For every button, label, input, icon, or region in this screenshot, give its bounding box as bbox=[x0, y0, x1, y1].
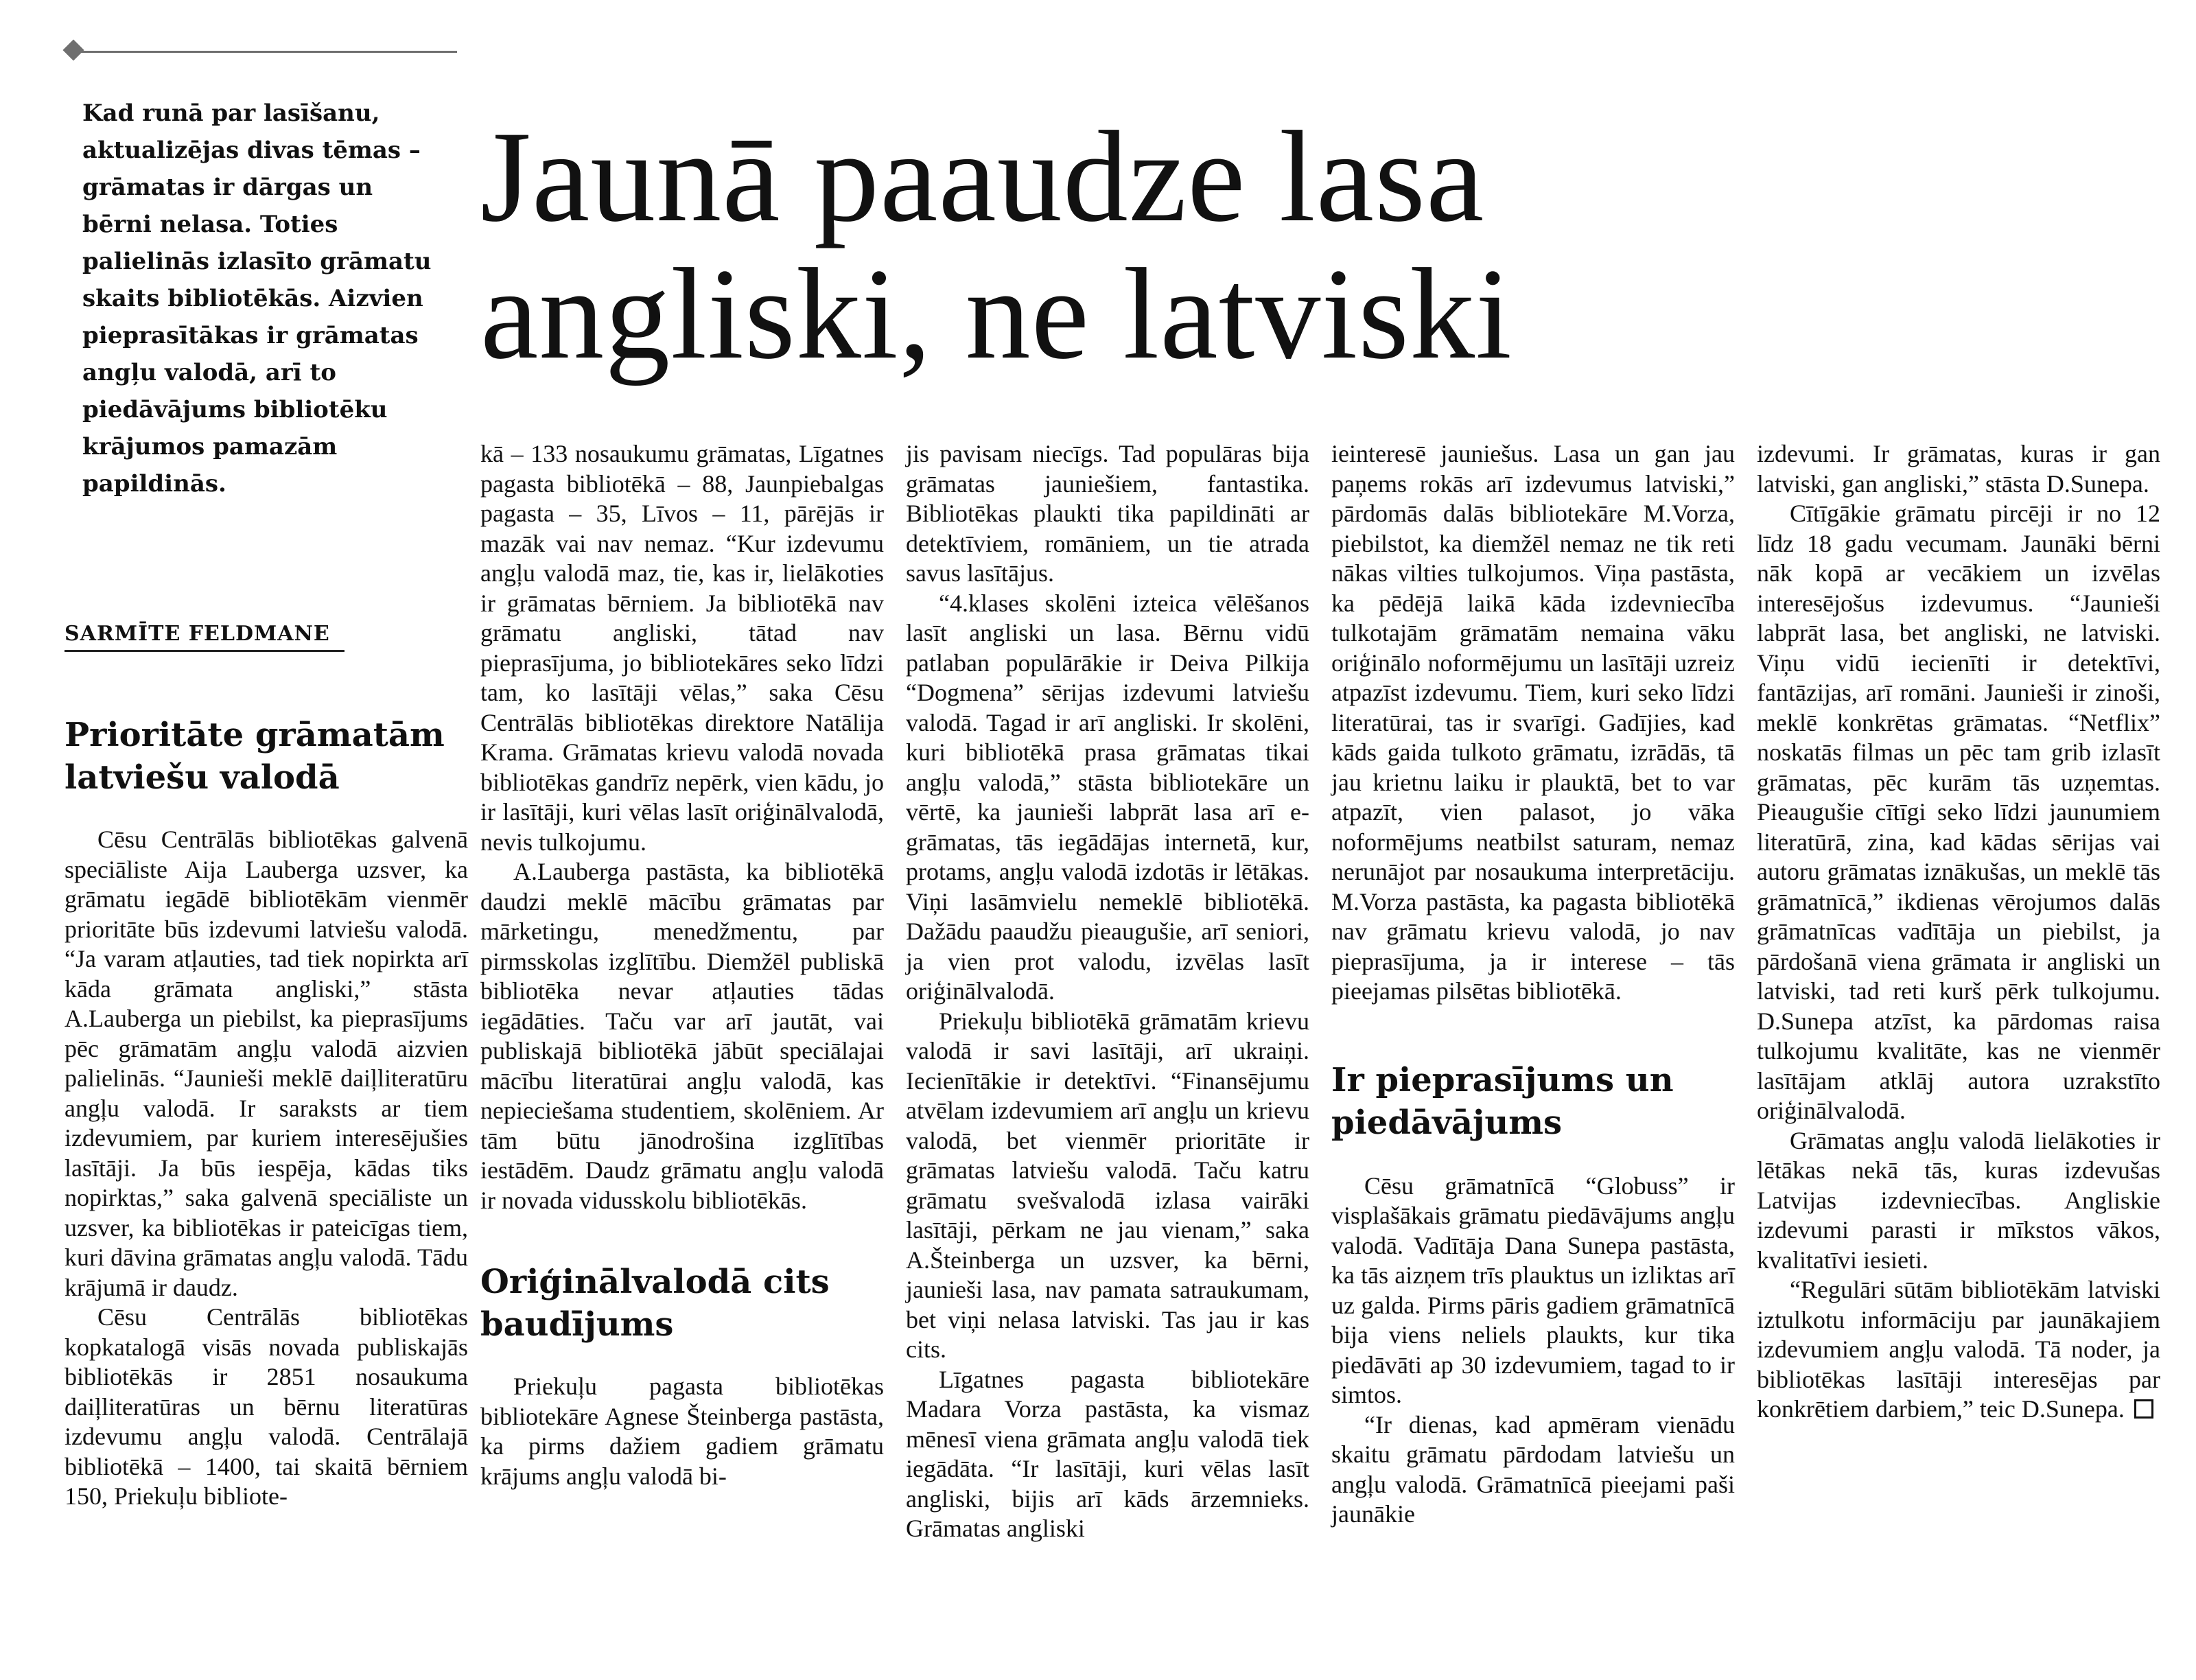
paragraph: A.Lauberga pastāsta, ka bibliotēkā daudzi meklē mācību grāmatas par mārketingu, menedžmentu, par pirmsskolas izglītību. Diemžēl publiskā bibliotēka nevar atļauties tādas iegādāties. Taču var arī jautāt, vai publiskajā bibliotēkā jābūt speciālajai mācību literatūrai angļu valodā, kas nepieciešama studentiem, skolēniem. Ar tām būtu jānodrošina izglītības iestādēm. Daudz grāmatu angļu valodā ir novada vidusskolu bibliotēkās. bbox=[480, 858, 884, 1214]
paragraph: izdevumi. Ir grāmatas, kuras ir gan latviski, gan angliski,” stāsta D.Sunepa. bbox=[1757, 440, 2160, 498]
paragraph: Cēsu Centrālās bibliotēkas galvenā speciāliste Aija Lauberga uzsver, ka grāmatu iegādē bibliotēkām vienmēr prioritāte būs izdevumi latviešu valodā. “Ja varam atļauties, tad tiek nopirkta arī kāda grāmata angliski,” stāsta A.Lauberga un piebilst, ka pieprasījums pēc grāmatām angļu valodā aizvien palielinās. “Jaunieši meklē daiļliteratūru angļu valodā. Ir saraksts ar tiem izdevumiem, par kuriem interesējušies lasītāji. Ja būs iespēja, kādas tiks nopirktas,” saka galvenā speciāliste un uzsver, ka bibliotēkas ir pateicīgas tiem, kuri dāvina grāmatas angļu valodā. Tādu krājumā ir daudz. bbox=[65, 826, 468, 1301]
paragraph: “Ir dienas, kad apmēram vienādu skaitu grāmatu pārdodam latviešu un angļu valodā. Grāmatnīcā pieejami paši jaunākie bbox=[1331, 1410, 1735, 1528]
paragraph: Priekuļu pagasta bibliotēkas bibliotekāre Agnese Šteinberga pastāsta, ka pirms dažiem gadiem grāmatu krājums angļu valodā bi- bbox=[480, 1373, 884, 1490]
text-column-2 bbox=[480, 439, 884, 1491]
subheading: Ir pieprasījums un piedāvājums bbox=[1331, 1060, 1674, 1142]
paragraph: Cītīgākie grāmatu pircēji ir no 12 līdz 18 gadu vecumam. Jaunāki bērni nāk kopā ar vecākiem un izvēlas interesējošus izdevumus. “Jaunieši labprāt lasa, bet angliski, ne latviski. Viņu vidū iecienīti ir detektīvi, fantāzijas, arī romāni. Jaunieši ir zinoši, meklē konkrētas grāmatas. “Netflix” noskatās filmas un pēc tam grib izlasīt grāmatas, pēc kurām tās uzņemtas. Pieaugušie cītīgi seko līdzi jaunumiem literatūrā, zina, kad kādas sērijas vai autoru grāmatas iznākušas, un meklē tās grāmatnīcā,” ikdienas vērojumos dalās grāmatnīcas vadītāja un piebilst, ja pārdošanā viena grāmata ir angliski un latviski, tad reti kurš pērk tulkojumu. D.Sunepa atzīst, ka pārdomas raisa tulkojumu kvalitāte, kas ne vienmēr lasītājam atklāj autora uzrakstīto oriģinālvalodā. bbox=[1757, 500, 2160, 1124]
text-column-1 bbox=[65, 714, 468, 1512]
text-column-5 bbox=[1757, 439, 2160, 1425]
paragraph: jis pavisam niecīgs. Tad populāras bija grāmatas jauniešiem, fantastika. Bibliotēkas plaukti tika papildināti ar detektīviem, romāniem, un tie atrada savus lasītājus. bbox=[906, 440, 1309, 587]
headline-line-1: Jaunā paaudze lasa bbox=[480, 105, 1485, 249]
paragraph: Līgatnes pagasta bibliotekāre Madara Vorza pastāsta, ka vismaz mēnesī viena grāmata angļu valodā tiek iegādāta. “Ir lasītāji, kuri vēlas lasīt angliski, bijis arī kāds ārzemnieks. Grāmatas angliski bbox=[906, 1365, 1309, 1542]
paragraph: Priekuļu bibliotēkā grāmatām krievu valodā ir savi lasītāji, arī ukraiņi. Iecienītākie ir detektīvi. “Finansējumu atvēlam izdevumiem arī angļu un krievu valodā, bet vienmēr prioritāte ir grāmatas latviešu valodā. Taču katru grāmatu svešvalodā izlasa vairāki lasītāji, pērkam ne jau vienam,” saka A.Šteinberga un uzsver, ka bērni, jaunieši lasa, nav pamata satraukumam, bet viņi nelasa latviski. Tas jau ir kas cits. bbox=[906, 1007, 1309, 1363]
paragraph: Cēsu Centrālās bibliotēkas kopkatalogā visās novada publiskajās bibliotēkās ir 2851 nosaukuma daiļliteratūras un bērnu literatūras izdevumu angļu valodā. Centrālajā bibliotēkā – 1400, tai skaitā bērniem 150, Priekuļu bibliote- bbox=[65, 1303, 468, 1510]
text-column-4 bbox=[1331, 439, 1735, 1530]
paragraph bbox=[1757, 1275, 2160, 1425]
byline: SARMĪTE FELDMANE bbox=[65, 622, 344, 652]
paragraph: Cēsu grāmatnīcā “Globuss” ir visplašākais grāmatu piedāvājums angļu valodā. Vadītāja Dana Sunepa pastāsta, ka tās aizņem trīs plauktus un izliktas arī uz galda. Pirms pāris gadiem grāmatnīcā bija viens neliels plaukts, kur tika piedāvāti ap 30 izdevumiem, tagad to ir simtos. bbox=[1331, 1171, 1735, 1408]
paragraph: “4.klases skolēni izteica vēlēšanos lasīt angliski un lasa. Bērnu vidū patlaban populārākie ir Deiva Pilkija “Dogmena” sērijas izdevumi latviešu valodā. Tagad ir arī angliski. Ir skolēni, kuri bibliotēkā prasa grāmatas tikai angļu valodā,” stāsta bibliotekāre un vērtē, ka jaunieši labprāt lasa arī e-grāmatas, tās iegādājas internetā, kur, protams, angļu valodā izdotās ir lētākas. Viņi lasāmvielu nemeklē bibliotēkā. Dažādu paaudžu pieaugušie, arī seniori, ja vien prot valodu, izvēlas lasīt oriģinālvalodā. bbox=[906, 589, 1309, 1005]
end-of-article-icon bbox=[2134, 1399, 2153, 1419]
article-headline bbox=[480, 105, 1853, 386]
headline-line-2: angliski, ne latviski bbox=[480, 242, 1512, 386]
text-column-3 bbox=[906, 439, 1309, 1544]
subheading: Prioritāte grāmatām latviešu valodā bbox=[65, 716, 445, 797]
paragraph: Grāmatas angļu valodā lielākoties ir lētākas nekā tās, kuras izdevušas Latvijas izdevniecības. Angliskie izdevumi parasti ir mīkstos vākos, kvalitatīvi iesieti. bbox=[1757, 1126, 2160, 1274]
paragraph: kā – 133 nosaukumu grāmatas, Līgatnes pagasta bibliotēkā – 88, Jaunpiebalgas pagasta – 35, Līvos – 11, pārējās ir mazāk vai nav nemaz. “Kur izdevumu angļu valodā maz, tie, kas ir, lielākoties ir grāmatas bērniem. Ja bibliotēkā nav grāmatu angliski, tātad nav pieprasījuma, jo bibliotekāres seko līdzi tam, ko lasītāji vēlas,” saka Cēsu Centrālās bibliotēkas direktore Natālija Krama. Grāmatas krievu valodā novada bibliotēkas gandrīz nepērk, vien kādu, jo ir lasītāji, kuri vēlas lasīt oriģinālvalodā, nevis tulkojumu. bbox=[480, 440, 884, 856]
diamond-ornament-icon bbox=[62, 39, 84, 60]
top-rule bbox=[75, 51, 457, 53]
article-lead: Kad runā par lasīšanu, aktualizējas divas tēmas – grāmatas ir dārgas un bērni nelasa. Toties palielinās izlasīto grāmatu skaits bibliotēkās. Aizvien pieprasītākas ir grāmatas angļu valodā, arī to piedāvājums bibliotēku krājumos pamazām papildinās. bbox=[82, 100, 432, 498]
closing-paragraph-text: “Regulāri sūtām bibliotēkām latviski iztulkotu informāciju par jaunākajiem izdevumiem angļu valodā. Tā noder, ja bibliotēkas lasītāji interesējas par konkrētiem darbiem,” teic D.Sunepa. bbox=[1757, 1276, 2160, 1423]
subheading: Oriģinālvalodā cits baudījums bbox=[480, 1263, 830, 1344]
paragraph: ieinteresē jauniešus. Lasa un gan jau paņems rokās arī izdevumus latviski,” pārdomās dalās bibliotekāre M.Vorza, piebilstot, ka diemžēl nemaz ne tik reti nākas vilties tulkojumos. Viņa pastāsta, ka pēdējā laikā kāda izdevniecība tulkotajām grāmatām nemaina vāku oriģinālo noformējumu un lasītāji uzreiz atpazīst izdevumu. Tiem, kuri seko līdzi literatūrai, tas ir svarīgi. Gadījies, kad kāds gaida tulkoto grāmatu, izrādās, tā jau krietnu laiku ir plauktā, bet to var atpazīt, vien palasot, jo vāka noformējums neatbilst saturam, nemaz nerunājot par nosaukuma interpretāciju. M.Vorza pastāsta, ka pagasta bibliotēkā nav grāmatu krievu valodā, jo nav pieprasījuma, ja ir interese – tās pieejamas pilsētas bibliotēkā. bbox=[1331, 440, 1735, 1005]
